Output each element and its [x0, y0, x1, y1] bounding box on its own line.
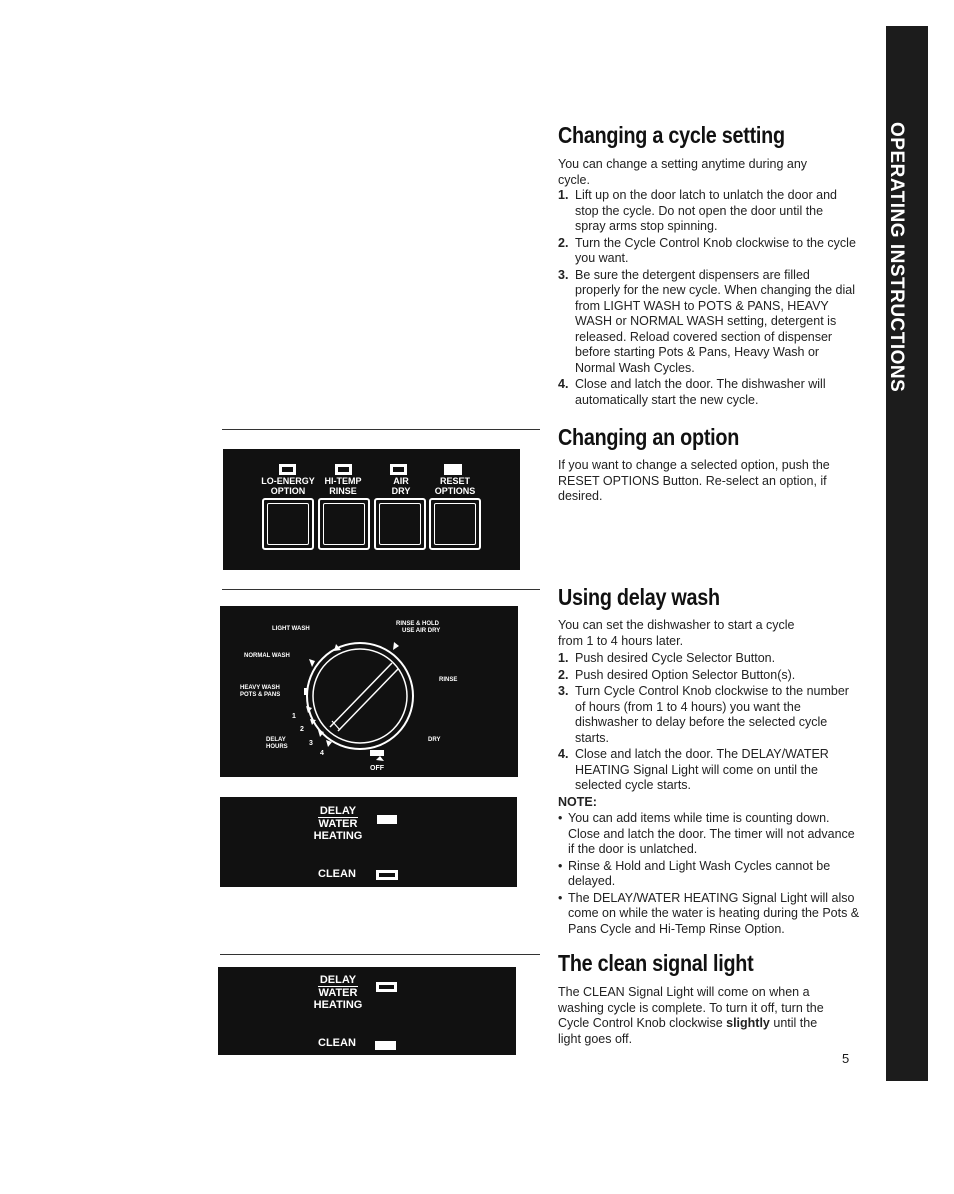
- heading-delay-wash: Using delay wash: [558, 584, 720, 610]
- list-item: [558, 747, 856, 794]
- step-number: 4.: [558, 747, 569, 761]
- note-label: NOTE:: [558, 794, 597, 809]
- label-air-dry: AIR DRY: [391, 476, 411, 496]
- delay-wash-intro: You can set the dishwasher to start a cycle from 1 to 4 hours later.: [558, 618, 795, 648]
- signal-panel-delay-on: [220, 797, 517, 887]
- list-item: [558, 188, 856, 235]
- option-panel-illustration: [223, 449, 520, 570]
- step-number: 1.: [558, 651, 569, 665]
- clean-indicator-light: [376, 870, 398, 880]
- marker-off: [370, 750, 384, 756]
- side-tab-label: OPERATING INSTRUCTIONS: [886, 122, 907, 393]
- clean-light-text-end: until the light goes off.: [558, 1016, 818, 1046]
- list-item: • Rinse & Hold and Light Wash Cycles cannot be delayed.: [558, 859, 860, 890]
- lo-energy-button[interactable]: [262, 498, 314, 550]
- step-number: 2.: [558, 667, 569, 682]
- clean-indicator-light: [375, 1041, 396, 1050]
- step-number: 2.: [558, 235, 569, 250]
- divider: [220, 954, 540, 955]
- cycle-dial-illustration: [220, 606, 518, 777]
- label-rinse-hold: RINSE & HOLD USE AIR DRY: [396, 621, 441, 634]
- clean-light-emphasis: slightly: [726, 1016, 770, 1030]
- changing-cycle-body: [558, 157, 856, 409]
- divider: [222, 589, 540, 590]
- step-text: Close and latch the door. The dishwasher will automatically start the new cycle.: [575, 377, 826, 407]
- list-item: [558, 377, 856, 408]
- indicator-light-air-dry: [390, 464, 407, 475]
- step-text: Turn the Cycle Control Knob clockwise to the cycle you want.: [575, 235, 856, 265]
- label-clean: CLEAN: [318, 1037, 356, 1049]
- air-dry-button[interactable]: [374, 498, 426, 550]
- step-number: 4.: [558, 377, 569, 391]
- hi-temp-button[interactable]: [318, 498, 370, 550]
- list-item: [558, 651, 856, 667]
- step-text: Close and latch the door. The DELAY/WATER HEATING Signal Light will come on until the selected cycle starts.: [575, 747, 829, 792]
- label-clean: CLEAN: [318, 868, 356, 880]
- delay-wash-body: [558, 618, 860, 938]
- step-number: 1.: [558, 188, 569, 202]
- reset-options-button[interactable]: [429, 498, 481, 550]
- marker-rinse-hold: [393, 642, 399, 650]
- label-dry: DRY: [428, 737, 441, 743]
- list-item: [558, 668, 856, 684]
- divider: [222, 429, 540, 430]
- heading-changing-option: Changing an option: [558, 424, 740, 450]
- list-item: • You can add items while time is counting down. Close and latch the door. The timer will not advance if the door is unlatched.: [558, 811, 860, 858]
- label-heavy-wash-pots-pans: HEAVY WASH POTS & PANS: [240, 685, 281, 698]
- step-number: 3.: [558, 684, 569, 698]
- step-number: 3.: [558, 267, 569, 282]
- signal-panel-clean-on: [218, 967, 516, 1055]
- label-normal-wash: NORMAL WASH: [244, 653, 290, 659]
- delay-indicator-light: [377, 815, 397, 824]
- label-hi-temp: HI-TEMP RINSE: [324, 476, 362, 496]
- step-text: Lift up on the door latch to unlatch the door and stop the cycle. Do not open the door until the spray arms stop spinning.: [575, 188, 837, 233]
- clean-light-text: The CLEAN Signal Light will come on when a washing cycle is complete. To turn it off, turn the Cycle Control Knob clockwise: [558, 985, 824, 1030]
- marker-normal-wash: [309, 659, 315, 667]
- changing-cycle-steps: [558, 188, 856, 408]
- indicator-light-hi-temp: [335, 464, 352, 475]
- list-item: [558, 236, 856, 267]
- label-delay-water-heating: DELAY WATER HEATING: [313, 974, 363, 1011]
- changing-option-body: If you want to change a selected option, push the RESET OPTIONS Button. Re-select an option, if desired.: [558, 458, 830, 503]
- indicator-light-lo-energy: [279, 464, 296, 475]
- list-item: • The DELAY/WATER HEATING Signal Light will also come on while the water is heating during the Pots & Pans Cycle and Hi-Temp Rinse Option.: [558, 891, 860, 938]
- step-text: Push desired Cycle Selector Button.: [575, 651, 776, 665]
- marker-off-arrow: [376, 756, 384, 761]
- heading-changing-cycle: Changing a cycle setting: [558, 122, 785, 148]
- marker-pots-pans: [304, 688, 308, 695]
- label-lo-energy: LO-ENERGY OPTION: [261, 476, 315, 496]
- step-text: Be sure the detergent dispensers are filled properly for the new cycle. When changing the dial from LIGHT WASH to POTS & PANS, HEAVY WASH or NORMAL WASH setting, detergent is released. Reload covered section of dispenser before starting Pots & Pans, Heavy Wash or Normal Wash Cycles.: [575, 267, 856, 375]
- list-item: [558, 684, 856, 746]
- label-rinse: RINSE: [439, 677, 458, 683]
- indicator-light-reset: [444, 464, 462, 475]
- delay-wash-notes: [558, 811, 860, 937]
- label-reset-options: RESET OPTIONS: [434, 476, 476, 496]
- label-hour-4: 4: [320, 750, 324, 757]
- label-hour-3: 3: [309, 740, 313, 747]
- side-tab: [886, 26, 928, 1081]
- label-delay-hours: DELAY HOURS: [266, 737, 288, 750]
- clean-light-body: [558, 985, 843, 1047]
- label-light-wash: LIGHT WASH: [272, 626, 310, 632]
- step-text: Push desired Option Selector Button(s).: [575, 667, 796, 682]
- list-item: [558, 268, 856, 377]
- label-off: OFF: [370, 765, 384, 772]
- page-number: 5: [842, 1051, 850, 1066]
- step-text: Turn Cycle Control Knob clockwise to the number of hours (from 1 to 4 hours) you want the dishwasher to delay before the selected cycle starts.: [575, 684, 849, 745]
- label-delay-water-heating: DELAY WATER HEATING: [313, 805, 363, 842]
- delay-indicator-light: [376, 982, 397, 992]
- label-hour-2: 2: [300, 726, 304, 733]
- delay-wash-steps: [558, 651, 856, 794]
- label-hour-1: 1: [292, 713, 296, 720]
- heading-clean-light: The clean signal light: [558, 950, 754, 976]
- changing-cycle-intro: You can change a setting anytime during any cycle.: [558, 157, 808, 187]
